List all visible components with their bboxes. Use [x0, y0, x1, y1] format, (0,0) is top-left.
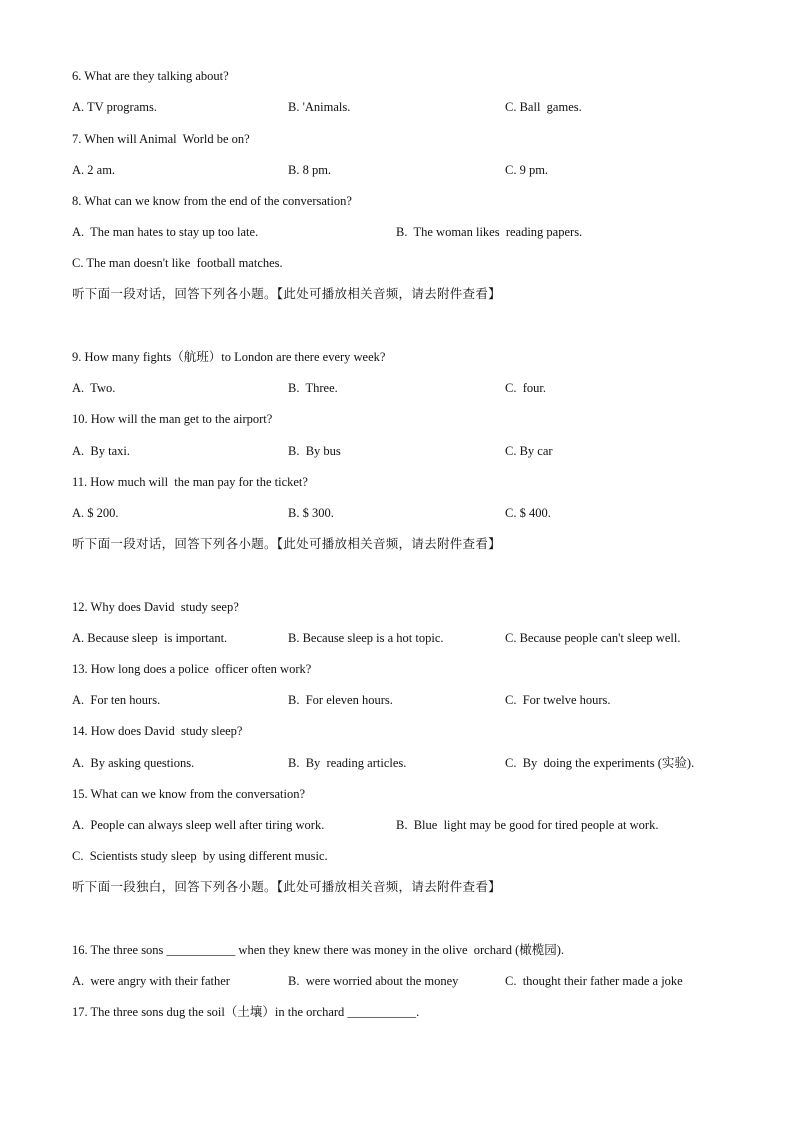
- option-15a: A. People can always sleep well after tiring work.: [72, 818, 325, 832]
- section-heading-3: 听下面一段独白，回答下列各小题。【此处可播放相关音频，请去附件查看】: [72, 879, 501, 894]
- option-9c: C. four.: [505, 381, 546, 395]
- option-15b: B. Blue light may be good for tired people at work.: [396, 818, 659, 832]
- question-13: 13. How long does a police officer often work?: [72, 662, 312, 676]
- option-11a: A. $ 200.: [72, 506, 119, 520]
- option-7b: B. 8 pm.: [288, 163, 332, 177]
- option-13b: B. For eleven hours.: [288, 693, 393, 707]
- question-12: 12. Why does David study seep?: [72, 600, 239, 614]
- option-6b: B. 'Animals.: [288, 100, 351, 114]
- question-17: 17. The three sons dug the soil（土壤）in the orchard ___________.: [72, 1005, 420, 1019]
- question-16: 16. The three sons ___________ when they knew there was money in the olive orchard (橄榄园).: [72, 943, 565, 957]
- question-9: 9. How many fights（航班）to London are there every week?: [72, 350, 386, 364]
- option-14b: B. By reading articles.: [288, 756, 407, 770]
- question-15: 15. What can we know from the conversation?: [72, 787, 306, 801]
- option-11c: C. $ 400.: [505, 506, 551, 520]
- option-8c: C. The man doesn't like football matches.: [72, 256, 283, 270]
- option-13a: A. For ten hours.: [72, 693, 161, 707]
- option-11b: B. $ 300.: [288, 506, 334, 520]
- question-8: 8. What can we know from the end of the conversation?: [72, 194, 352, 208]
- option-9b: B. Three.: [288, 381, 338, 395]
- option-12a: A. Because sleep is important.: [72, 631, 228, 645]
- option-16a: A. were angry with their father: [72, 974, 230, 988]
- option-14a: A. By asking questions.: [72, 756, 195, 770]
- question-7: 7. When will Animal World be on?: [72, 132, 250, 146]
- option-10c: C. By car: [505, 444, 553, 458]
- option-6c: C. Ball games.: [505, 100, 582, 114]
- option-6a: A. TV programs.: [72, 100, 157, 114]
- section-heading-1: 听下面一段对话，回答下列各小题。【此处可播放相关音频，请去附件查看】: [72, 286, 501, 301]
- option-10a: A. By taxi.: [72, 444, 130, 458]
- option-13c: C. For twelve hours.: [505, 693, 611, 707]
- section-heading-2: 听下面一段对话，回答下列各小题。【此处可播放相关音频，请去附件查看】: [72, 536, 501, 551]
- question-14: 14. How does David study sleep?: [72, 724, 243, 738]
- option-16c: C. thought their father made a joke: [505, 974, 683, 988]
- option-7c: C. 9 pm.: [505, 163, 549, 177]
- option-12c: C. Because people can't sleep well.: [505, 631, 681, 645]
- option-8a: A. The man hates to stay up too late.: [72, 225, 259, 239]
- option-8b: B. The woman likes reading papers.: [396, 225, 583, 239]
- option-16b: B. were worried about the money: [288, 974, 459, 988]
- option-14c: C. By doing the experiments (实验).: [505, 756, 695, 770]
- option-15c: C. Scientists study sleep by using different music.: [72, 849, 328, 863]
- question-10: 10. How will the man get to the airport?: [72, 412, 273, 426]
- question-6: 6. What are they talking about?: [72, 69, 229, 83]
- question-11: 11. How much will the man pay for the ticket?: [72, 475, 308, 489]
- option-9a: A. Two.: [72, 381, 116, 395]
- option-7a: A. 2 am.: [72, 163, 116, 177]
- option-10b: B. By bus: [288, 444, 341, 458]
- option-12b: B. Because sleep is a hot topic.: [288, 631, 444, 645]
